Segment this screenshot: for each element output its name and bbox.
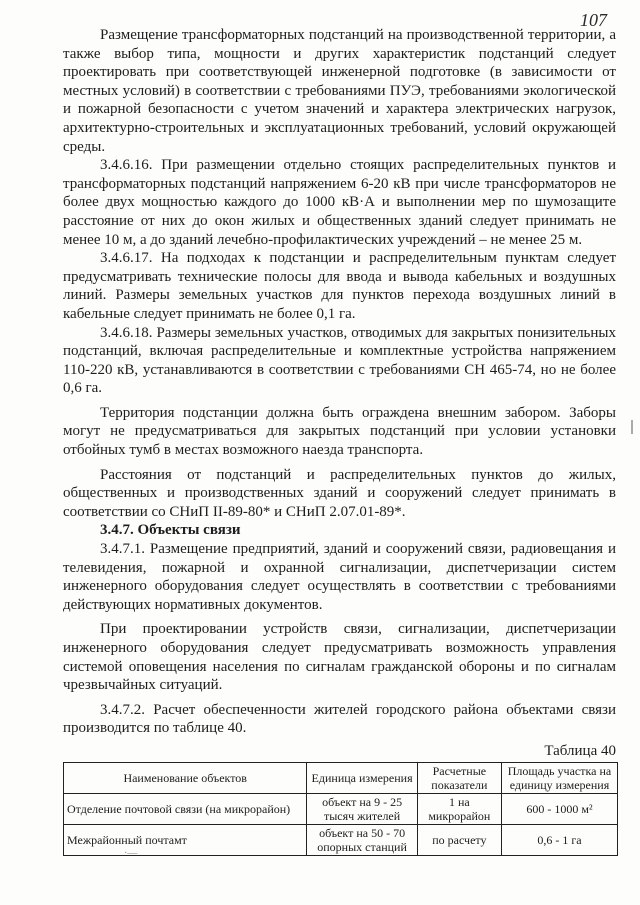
- table-row: [64, 824, 618, 855]
- table-cell: объект на 50 - 70 опорных станций: [307, 824, 417, 855]
- paragraph: 3.4.6.18. Размеры земельных участков, отводимых для закрытых понизительных подстанций, включая распределительные и комплектные устройства напряжением 110-220 кВ, устанавливаются в соответствии с требованиями СН 465-74, но не более 0,6 га.: [63, 324, 616, 397]
- table-cell: по расчету: [417, 824, 501, 855]
- table-cell: 600 - 1000 м²: [501, 793, 617, 824]
- paragraph: 3.4.7.2. Расчет обеспеченности жителей городского района объектами связи производится по таблице 40.: [63, 701, 616, 737]
- paragraph: Размещение трансформаторных подстанций на производственной территории, а также выбор типа, мощности и других характеристик подстанций следует проектировать при соответствующей инженерной подготовке (в зависимости от местных условий) в соответствии с требованиями ПУЭ, требованиями экологической и пожарной безопасности с учетом значений и характера электрических нагрузок, архитектурно-строительных и эксплуатационных требований, условий окружающей среды.: [63, 27, 616, 155]
- table-caption: Таблица 40: [544, 742, 616, 759]
- document-body: [63, 26, 616, 856]
- paragraph: Территория подстанции должна быть ограждена внешним забором. Заборы могут не предусматриваться для закрытых подстанций при условии установки отбойных тумб в местах возможного наезда транспорта.: [63, 404, 616, 459]
- table-cell: 0,6 - 1 га: [501, 824, 617, 855]
- paragraph: Расстояния от подстанций и распределительных пунктов до жилых, общественных и производственных зданий и сооружений следует принимать в соответствии со СНиП II-89-80* и СНиП 2.07.01-89*.: [63, 466, 616, 520]
- table-row: [64, 793, 618, 824]
- table-header-row: [64, 762, 618, 793]
- table-cell: Межрайонный почтамт: [64, 824, 307, 855]
- section-heading: 3.4.7. Объекты связи: [100, 522, 241, 539]
- table-cell: 1 на микрорайон: [417, 793, 501, 824]
- paragraph: 3.4.6.16. При размещении отдельно стоящих распределительных пунктов и трансформаторных подстанций напряжением 6-20 кВ при числе трансформаторов не более двух мощностью каждого до 1000 кВ·А и выполнении мер по шумозащите расстояние от них до окон жилых и общественных зданий следует принимать не менее 10 м, а до зданий лечебно-профилактических учреждений – не менее 25 м.: [63, 157, 616, 248]
- scan-mark: ·—: [124, 848, 138, 859]
- data-table: [63, 762, 618, 856]
- table-cell: Отделение почтовой связи (на микрорайон): [64, 793, 307, 824]
- paragraph: 3.4.7.1. Размещение предприятий, зданий и сооружений связи, радиовещания и телевидения, пожарной и охранной сигнализации, диспетчеризации систем инженерного оборудования следует осуществлять в соответствии с требованиями действующих нормативных документов.: [63, 541, 616, 613]
- table-header-cell: Площадь участка на единицу измерения: [501, 762, 617, 793]
- table-cell: объект на 9 - 25 тысяч жителей: [307, 793, 417, 824]
- scan-edge-mark: [631, 420, 633, 434]
- table-header-cell: Единица измерения: [307, 762, 417, 793]
- table-header-cell: Наименование объектов: [64, 762, 307, 793]
- paragraph: При проектировании устройств связи, сигнализации, диспетчеризации инженерного оборудования следует предусматривать возможность управления системой оповещения населения по сигналам гражданской обороны и по сигналам чрезвычайных ситуаций.: [63, 621, 616, 694]
- table-header-cell: Расчетные показатели: [417, 762, 501, 793]
- paragraph: 3.4.6.17. На подходах к подстанции и распределительным пунктам следует предусматривать технические полосы для ввода и вывода кабельных и воздушных линий. Размеры земельных участков для пунктов перехода воздушных линий в кабельные следует принимать не более 0,1 га.: [63, 250, 616, 322]
- page-number: 107: [580, 10, 607, 30]
